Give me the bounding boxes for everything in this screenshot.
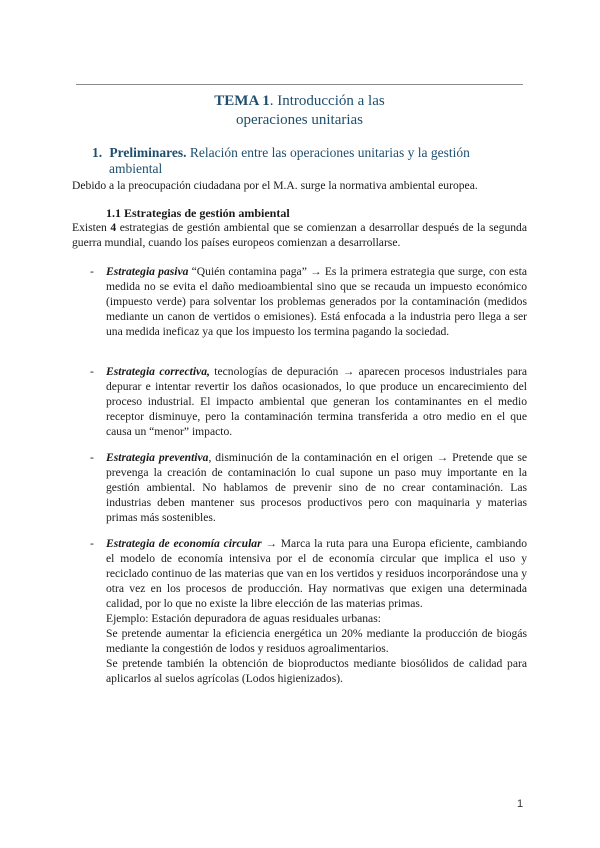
bullet-dash: - — [90, 451, 94, 464]
section-bold: Preliminares. — [109, 145, 187, 160]
example-line: Se pretende aumentar la eficiencia energética un 20% mediante la producción de biogás mediante la congestión de lodos y residuos agroalimentarios. — [106, 627, 527, 655]
section-rest: Relación entre las operaciones unitarias y la gestión — [186, 145, 470, 160]
strategy-item — [90, 264, 527, 339]
header-rule — [76, 84, 523, 85]
title-line2: operaciones unitarias — [235, 112, 364, 128]
section-number: 1. — [92, 145, 103, 160]
title-rest: . Introducción a las — [269, 93, 385, 109]
example-title: Ejemplo: Estación depuradora de aguas residuales urbanas: — [106, 612, 381, 625]
section-line2: ambiental — [109, 161, 163, 176]
strategy-item — [90, 536, 527, 686]
strategy-item — [90, 364, 527, 439]
strategy-text: “Quién contamina paga” → Es la primera estrategia que surge, con esta medida no se evita el daño medioambiental sino que se recauda un impuesto económico (impuesto verde) para solventar los problemas generados por la contaminación (medidos mediante un canon de vertidos o emisiones). Está enfocada a la industria pero llega a ser una medida ineficaz ya que los impuesto los termina pagando la sociedad. — [106, 265, 528, 338]
intro-paragraph: Debido a la preocupación ciudadana por el M.A. surge la normativa ambiental europea. — [72, 179, 478, 192]
strategy-text: tecnologías de depuración → aparecen procesos industriales para depurar e intentar revertir los daños ocasionados, lo que produce un encarecimiento del proceso industrial. El impacto ambiental que generan los contaminantes en el medio receptor disminuye, pero la contaminación termina transferida a otro medio en el que causa un “menor” impacto. — [106, 365, 527, 438]
page-number: 1 — [517, 798, 524, 810]
example-line: Se pretende también la obtención de bioproductos mediante biosólidos de calidad para aplicarlos al suelos agrícolas (Lodos higienizados). — [106, 657, 527, 685]
strategy-text: → Marca la ruta para una Europa eficiente, cambiando el modelo de economía intensiva por el de economía circular que implica el uso y reciclado continuo de las materias que van en los vertidos y residuos incorporándose una y otra vez en los procesos de producción. Hay normativas que exigen una determinada calidad, por lo que no existe la libre elección de las materias primas. — [106, 537, 528, 610]
intro2-before: Existen — [72, 221, 111, 234]
bullet-dash: - — [90, 537, 94, 550]
strategy-name: Estrategia preventiva — [106, 451, 209, 464]
title-bold: TEMA 1 — [214, 93, 270, 109]
strategy-name: Estrategia de economía circular — [106, 537, 262, 550]
page-title — [76, 92, 523, 130]
intro2-after: estrategias de gestión ambiental que se comienzan a desarrollar después de la segunda guerra mundial, cuando los países europeos comienzan a desarrollarse. — [72, 221, 527, 249]
bullet-dash: - — [90, 365, 94, 378]
strategy-name: Estrategia correctiva, — [106, 365, 210, 378]
strategy-text: , disminución de la contaminación en el origen → Pretende que se prevenga la creación de contaminación lo cual supone un paso muy importante en la gestión ambiental. No hablamos de prevenir sino de no crear contaminación. Las industrias deben mantener sus procesos productivos pero con maquinaria y materias primas más sostenibles. — [106, 451, 527, 524]
strategy-item — [90, 450, 527, 525]
intro2-paragraph — [72, 220, 527, 250]
strategy-name: Estrategia pasiva — [106, 265, 189, 278]
bullet-dash: - — [90, 265, 94, 278]
section-heading — [92, 145, 526, 177]
subsection-heading: 1.1 Estrategias de gestión ambiental — [106, 206, 290, 220]
intro2-count: 4 — [110, 221, 117, 234]
